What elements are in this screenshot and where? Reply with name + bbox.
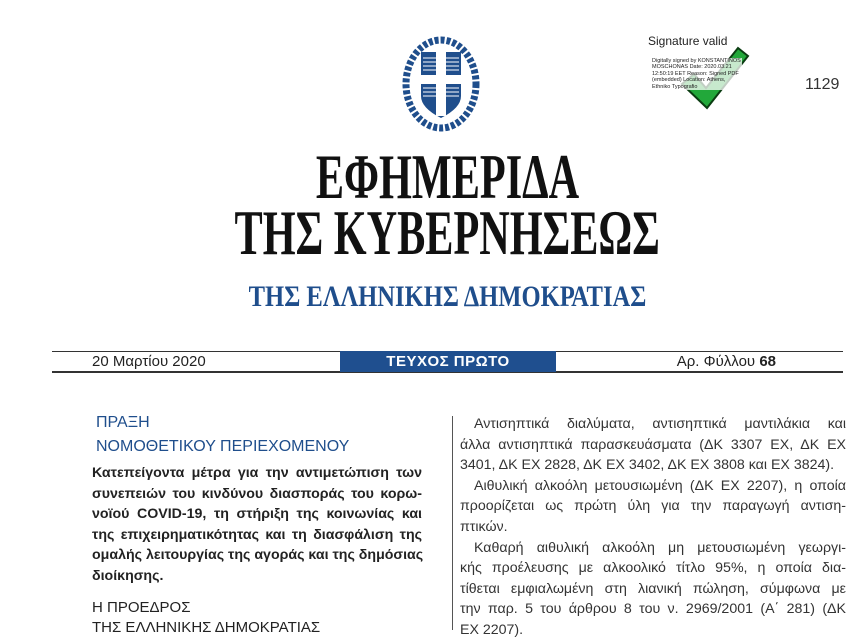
signature-status: Signature valid	[648, 34, 728, 48]
page-number: 1129	[805, 76, 840, 93]
masthead-subtitle	[0, 280, 862, 314]
signature-details: Digitally signed by KONSTANTINOS MOSCHONAS Date: 2020.03.21 12:50:19 EET Reason: Signed PDF (embedded) Location: Athens, Ethniko Typografio	[652, 58, 741, 90]
issue-date: 20 Μαρτίου 2020	[92, 353, 206, 370]
president-heading: Η ΠΡΟΕΔΡΟΣ	[92, 599, 191, 616]
text-line: προορίζεται ως πρώτη ύλη για την παραγωγή αντιση-	[460, 498, 846, 515]
text-line: συνεπειών του κινδύνου διασποράς του κορω-	[92, 485, 422, 502]
text-line: διοίκησης.	[92, 567, 164, 584]
text-line: Καθαρή αιθυλική αλκοόλη μη μετουσιωμένη γεωργι-	[474, 539, 846, 556]
sheet-number	[677, 353, 776, 370]
text-line: κής προέλευσης με αλκοολικό τίτλο 95%, η οποία δια-	[460, 560, 846, 577]
column-divider	[452, 416, 453, 630]
text-line: τίθεται εμφιαλωμένη στη λιανική πώληση, σύμφωνα με	[460, 580, 846, 597]
text-line: Αντισηπτικά διαλύματα, αντισηπτικά μαντιλάκια και	[474, 416, 846, 432]
text-line: Κατεπείγοντα μέτρα για την αντιμετώπιση των	[92, 465, 422, 481]
act-heading: ΠΡΑΞΗ	[96, 414, 150, 431]
sheet-number-value: 68	[759, 353, 776, 370]
right-column-text	[460, 414, 846, 641]
act-heading-subtitle: ΝΟΜΟΘΕΤΙΚΟΥ ΠΕΡΙΕΧΟΜΕΝΟΥ	[96, 438, 350, 455]
masthead-title-line2	[0, 196, 862, 270]
text-line: την παρ. 5 του άρθρου 8 του ν. 2969/2001 (Α΄ 281) (ΔΚ	[460, 601, 846, 618]
text-line: Αιθυλική αλκοόλη μετουσιωμένη (ΔΚ ΕΧ 2207), η οποία	[474, 477, 846, 494]
president-subheading: ΤΗΣ ΕΛΛΗΝΙΚΗΣ ΔΗΜΟΚΡΑΤΙΑΣ	[92, 619, 321, 636]
sheet-label: Αρ. Φύλλου	[676, 353, 756, 370]
text-line: πτικών.	[460, 518, 508, 535]
masthead-text: ΤΗΣ ΚΥΒΕΡΝΗΣΕΩΣ	[234, 197, 661, 268]
text-line: της επιχειρηματικότητας και τη διασφάλιση της	[92, 526, 422, 543]
text-line: νοϊού COVID-19, τη στήριξη της κοινωνίας και	[92, 506, 422, 523]
greek-coat-of-arms-emblem	[402, 34, 480, 134]
digital-signature-stamp[interactable]	[646, 34, 756, 114]
text-line: 3401, ΔΚ ΕΧ 2828, ΔΚ ΕΧ 3402, ΔΚ ΕΧ 3808 και ΕΧ 3824).	[460, 457, 835, 474]
masthead-text: ΕΦΗΜΕΡΙΔΑ	[315, 141, 580, 212]
issue-series-badge: ΤΕΥΧΟΣ ΠΡΩΤΟ	[340, 351, 556, 372]
text-line: ομαλής λειτουργίας της αγοράς και της δημόσιας	[92, 547, 424, 564]
text-line: ΕΧ 2207).	[460, 621, 524, 638]
text-line: άλλα αντισηπτικά παρασκευάσματα (ΔΚ 3307 ΕΧ, ΔΚ ΕΧ	[460, 436, 846, 453]
act-title-paragraph	[92, 463, 422, 587]
masthead-text: ΤΗΣ ΕΛΛΗΝΙΚΗΣ ΔΗΜΟΚΡΑΤΙΑΣ	[248, 280, 647, 313]
